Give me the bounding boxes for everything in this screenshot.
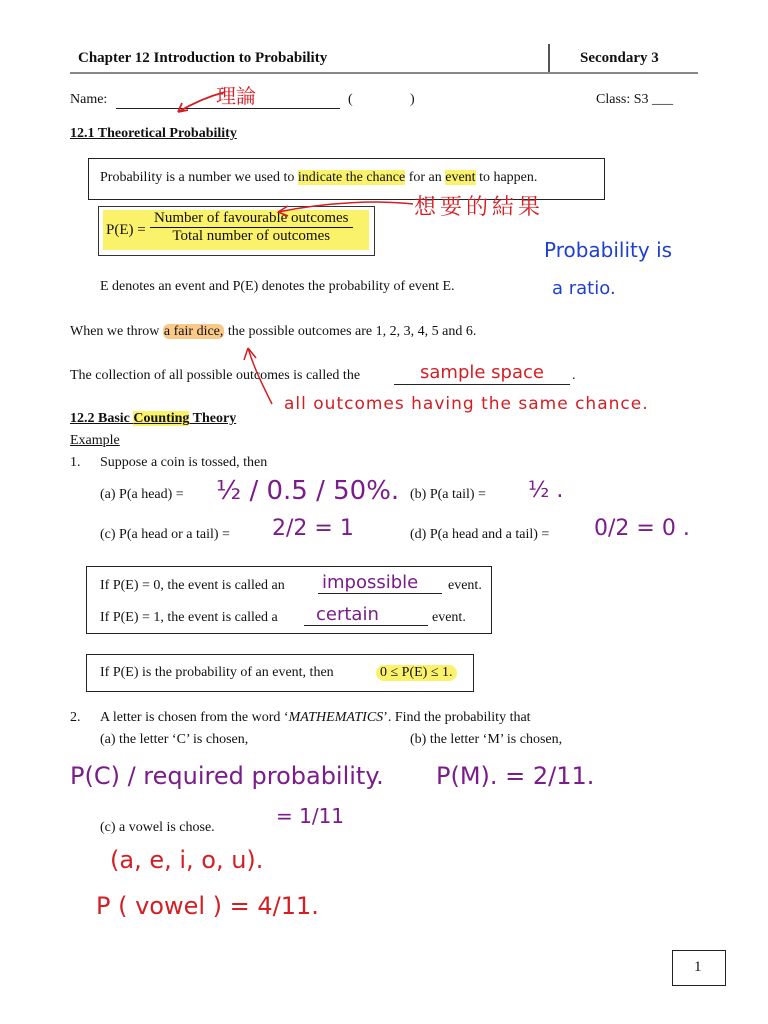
sample-space-answer: sample space — [420, 362, 544, 383]
q1d-answer: 0/2 = 0 . — [594, 516, 690, 541]
certain-line-prefix: If P(E) = 1, the event is called a — [100, 610, 278, 625]
chapter-title: Chapter 12 Introduction to Probability — [78, 50, 328, 66]
annotation-same-chance: all outcomes having the same chance. — [284, 394, 649, 414]
q1d-label: (d) P(a head and a tail) = — [410, 527, 550, 542]
class-label: Class: S3 ___ — [596, 92, 674, 107]
annotation-desired-result: 想要的結果 — [414, 195, 545, 220]
denote-text: E denotes an event and P(E) denotes the probability of event E. — [100, 279, 455, 294]
collection-period: . — [572, 368, 576, 383]
section2-heading: 12.2 Basic Counting Theory — [70, 411, 237, 426]
range-highlight: 0 ≤ P(E) ≤ 1. — [376, 665, 457, 681]
q2c-vowels: (a, e, i, o, u). — [110, 846, 264, 874]
q1-text: Suppose a coin is tossed, then — [100, 455, 268, 470]
definition-text: Probability is a number we used to indicate the chance for an event to happen. — [100, 170, 538, 185]
q1-number: 1. — [70, 455, 81, 470]
formula-numerator: Number of favourable outcomes — [150, 210, 353, 228]
example-label: Example — [70, 433, 120, 448]
q1b-label: (b) P(a tail) = — [410, 487, 486, 502]
q1c-answer: 2/2 = 1 — [272, 516, 354, 541]
annotation-ratio-line1: Probability is — [544, 238, 673, 262]
certain-answer: certain — [316, 604, 379, 625]
annotation-name: 理論 — [216, 84, 256, 108]
header-divider — [548, 44, 550, 72]
collection-text: The collection of all possible outcomes is called the — [70, 368, 361, 383]
range-text: If P(E) is the probability of an event, then — [100, 665, 334, 680]
page-number: 1 — [694, 959, 702, 975]
level-label: Secondary 3 — [580, 50, 659, 66]
q2a-label: (a) the letter ‘C’ is chosen, — [100, 732, 249, 747]
q1a-label: (a) P(a head) = — [100, 487, 184, 502]
impossible-line-suffix: event. — [448, 578, 482, 593]
q1a-answer: ½ / 0.5 / 50%. — [216, 476, 400, 506]
annotation-arrow-name — [170, 88, 230, 118]
q2c-answer: P ( vowel ) = 4/11. — [96, 892, 319, 920]
formula-denominator: Total number of outcomes — [172, 228, 331, 244]
dice-text: When we throw a fair dice, the possible outcomes are 1, 2, 3, 4, 5 and 6. — [70, 324, 477, 339]
q1c-label: (c) P(a head or a tail) = — [100, 527, 230, 542]
paren-close: ) — [410, 92, 415, 107]
q2-text: A letter is chosen from the word ‘MATHEMATICS’. Find the probability that — [100, 710, 531, 725]
certain-line-suffix: event. — [432, 610, 466, 625]
section1-heading: 12.1 Theoretical Probability — [70, 126, 237, 141]
q2b-label: (b) the letter ‘M’ is chosen, — [410, 732, 563, 747]
q2a-answer: P(C) / required probability. — [70, 762, 384, 790]
q2-number: 2. — [70, 710, 81, 725]
q2a-answer-value: = 1/11 — [276, 804, 345, 828]
q2b-answer: P(M). = 2/11. — [436, 762, 595, 790]
annotation-ratio-line2: a ratio. — [552, 278, 616, 299]
q1b-answer: ½ . — [528, 478, 564, 503]
paren-open: ( — [348, 92, 353, 107]
q2c-label: (c) a vowel is chose. — [100, 820, 215, 835]
header-rule — [70, 72, 698, 74]
name-label: Name: — [70, 92, 108, 107]
annotation-arrow-favourable — [268, 196, 418, 220]
impossible-line-prefix: If P(E) = 0, the event is called an — [100, 578, 285, 593]
formula-lhs: P(E) = — [106, 222, 146, 238]
impossible-answer: impossible — [322, 572, 419, 593]
